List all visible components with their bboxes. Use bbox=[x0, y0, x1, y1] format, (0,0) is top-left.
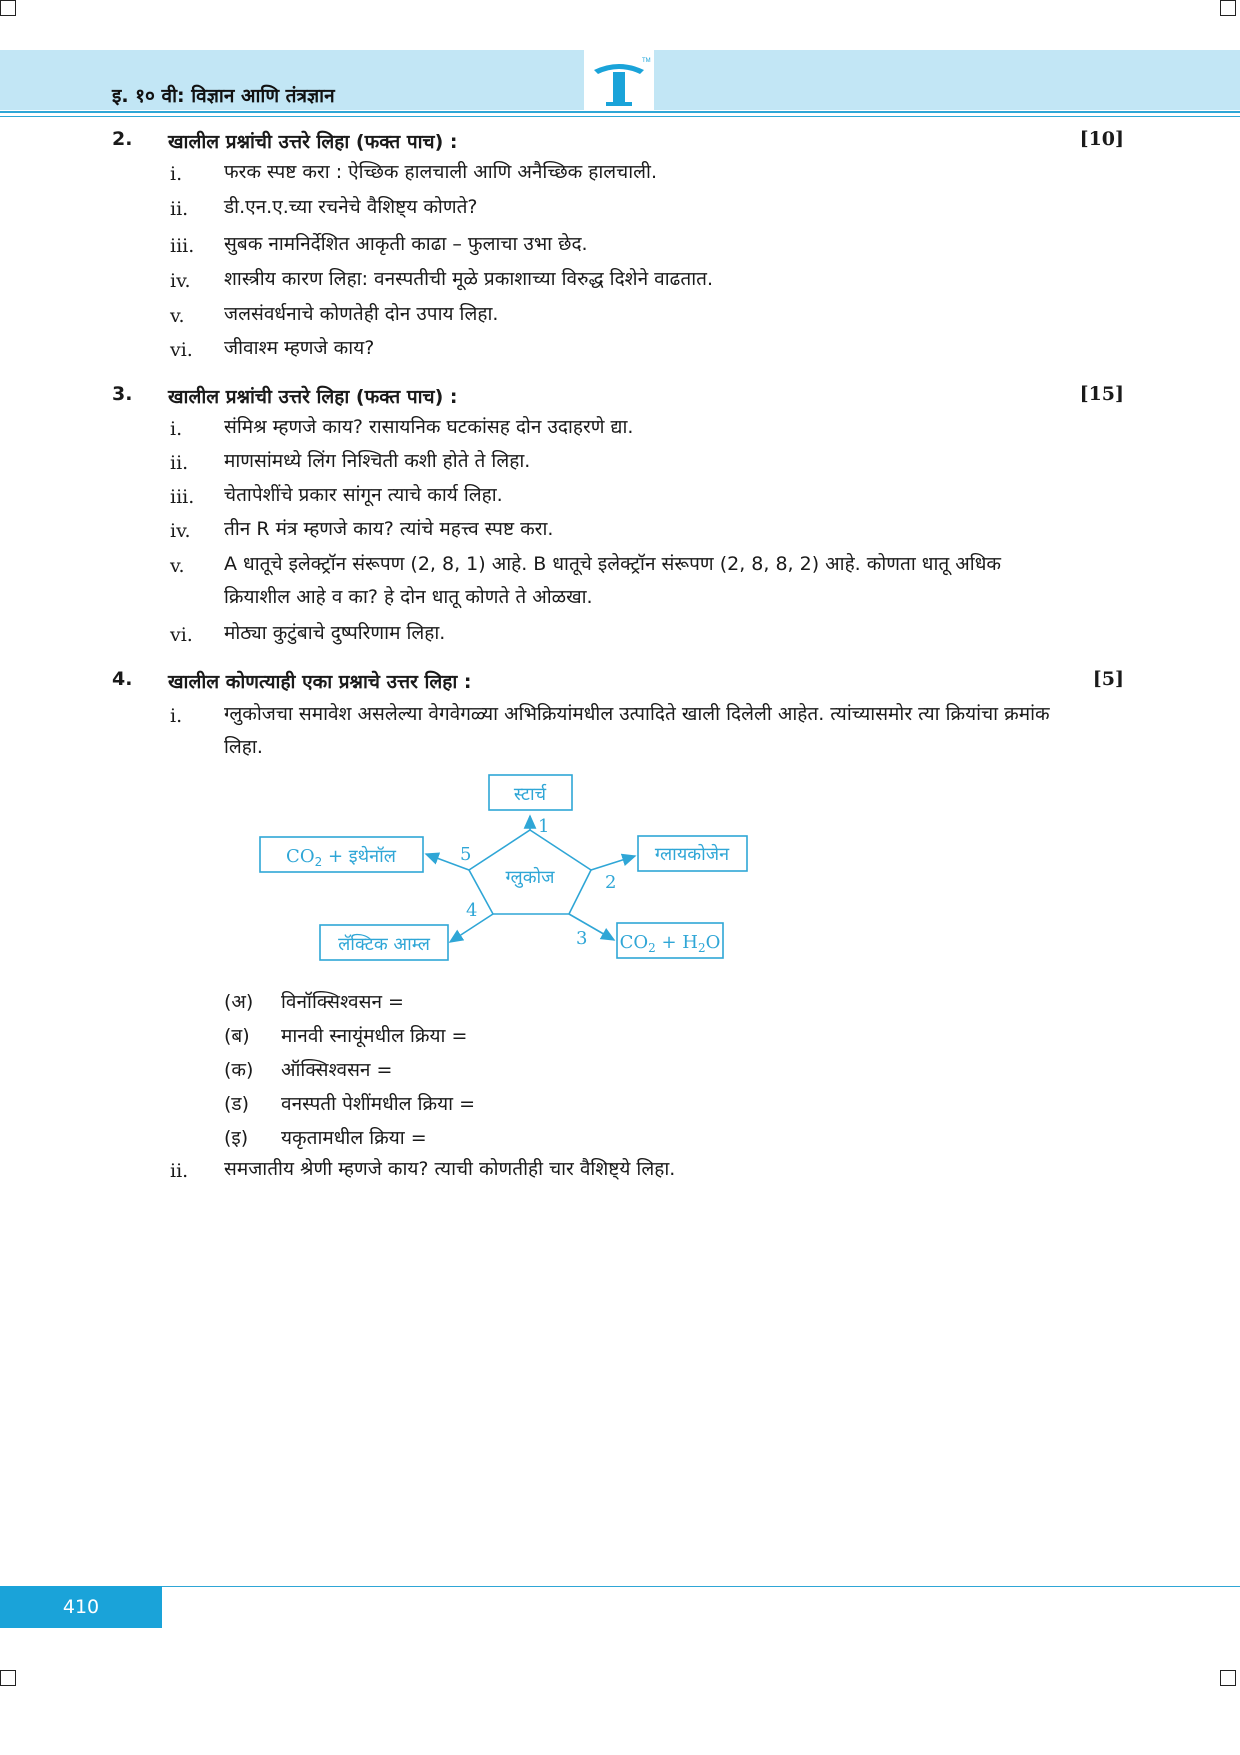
item-roman: i. bbox=[170, 705, 183, 727]
question-item: फरक स्पष्ट करा : ऐच्छिक हालचाली आणि अनैच्छिक हालचाली. bbox=[224, 161, 657, 183]
item-roman: v. bbox=[170, 305, 185, 327]
item-roman: v. bbox=[170, 555, 185, 577]
crop-mark-bottom-right bbox=[1220, 1670, 1236, 1686]
question-item: A धातूचे इलेक्ट्रॉन संरूपण (2, 8, 1) आहे. B धातूचे इलेक्ट्रॉन संरूपण (2, 8, 8, 2) आहे. कोणता धातू अधिक क्रियाशील आहे व का? हे दोन धातू कोणते ते ओळखा. bbox=[224, 553, 1001, 608]
question-item: ग्लुकोजचा समावेश असलेल्या वेगवेगळ्या अभिक्रियांमधील उत्पादिते खाली दिलेली आहेत. त्यांच्यासमोर त्या क्रियांचा क्रमांक लिहा. bbox=[224, 703, 1050, 758]
sub-item-letter: (ड) bbox=[224, 1093, 249, 1115]
question-marks: [15] bbox=[1079, 383, 1124, 405]
sub-item-letter: (ब) bbox=[224, 1025, 250, 1047]
header-title: इ. १० वी: विज्ञान आणि तंत्रज्ञान bbox=[112, 85, 335, 107]
question-item: तीन R मंत्र म्हणजे काय? त्यांचे महत्त्व स्पष्ट करा. bbox=[224, 518, 554, 540]
question-item: जलसंवर्धनाचे कोणतेही दोन उपाय लिहा. bbox=[224, 303, 499, 325]
logo-trademark: TM bbox=[642, 58, 651, 64]
starch-label: स्टार्च bbox=[513, 784, 547, 805]
header-rule bbox=[0, 111, 1240, 113]
item-roman: ii. bbox=[170, 452, 189, 474]
question-heading: खालील प्रश्नांची उत्तरे लिहा (फक्त पाच) : bbox=[168, 131, 458, 153]
item-roman: iv. bbox=[170, 520, 191, 542]
question-item: जीवाश्म म्हणजे काय? bbox=[224, 337, 375, 359]
footer-rule bbox=[0, 1586, 1240, 1587]
glycogen-label: ग्लायकोजेन bbox=[654, 844, 730, 865]
item-roman: iii. bbox=[170, 235, 195, 257]
item-roman: vi. bbox=[170, 339, 193, 361]
sub-item-text: मानवी स्नायूंमधील क्रिया = bbox=[281, 1025, 468, 1047]
question-number: 2. bbox=[112, 128, 133, 150]
question-heading: खालील प्रश्नांची उत्तरे लिहा (फक्त पाच) : bbox=[168, 386, 458, 408]
question-marks: [10] bbox=[1079, 128, 1124, 150]
item-roman: i. bbox=[170, 163, 183, 185]
question-item: डी.एन.ए.च्या रचनेचे वैशिष्ट्य कोणते? bbox=[224, 196, 478, 218]
question-item: सुबक नामनिर्देशित आकृती काढा – फुलाचा उभा छेद. bbox=[224, 233, 588, 255]
question-item: शास्त्रीय कारण लिहा: वनस्पतीची मूळे प्रकाशाच्या विरुद्ध दिशेने वाढतात. bbox=[224, 268, 713, 290]
question-item: समजातीय श्रेणी म्हणजे काय? त्याची कोणतीही चार वैशिष्ट्ये लिहा. bbox=[224, 1158, 676, 1180]
step-number-4: 4 bbox=[466, 900, 478, 921]
sub-item-letter: (अ) bbox=[224, 991, 254, 1013]
sub-item-letter: (इ) bbox=[224, 1127, 249, 1149]
question-number: 3. bbox=[112, 383, 133, 405]
question-item: संमिश्र म्हणजे काय? रासायनिक घटकांसह दोन उदाहरणे द्या. bbox=[224, 416, 634, 438]
step-number-3: 3 bbox=[576, 928, 588, 949]
sub-item-text: यकृतामधील क्रिया = bbox=[281, 1127, 427, 1149]
glucose-label: ग्लुकोज bbox=[505, 867, 555, 888]
sub-item-text: ऑक्सिश्वसन = bbox=[281, 1059, 393, 1081]
item-roman: i. bbox=[170, 418, 183, 440]
question-number: 4. bbox=[112, 668, 133, 690]
co2-ethanol-label: $CO_2$ + इथेनॉल bbox=[286, 846, 396, 869]
crop-mark-bottom-left bbox=[0, 1670, 16, 1686]
co2-h2o-label: $CO_2 + H_2O$ bbox=[619, 932, 721, 955]
item-roman: ii. bbox=[170, 1160, 189, 1182]
glucose-reaction-diagram bbox=[250, 770, 770, 970]
step-number-2: 2 bbox=[605, 872, 617, 893]
question-item: माणसांमध्ये लिंग निश्चिती कशी होते ते लिहा. bbox=[224, 450, 531, 472]
sub-item-text: विनॉक्सिश्वसन = bbox=[281, 991, 404, 1013]
header-rule-thin bbox=[0, 116, 1240, 117]
item-roman: vi. bbox=[170, 624, 193, 646]
question-item: चेतापेशींचे प्रकार सांगून त्याचे कार्य लिहा. bbox=[224, 484, 503, 506]
crop-mark-top-left bbox=[0, 0, 16, 16]
page-number: 410 bbox=[0, 1586, 162, 1628]
lactic-acid-label: लॅक्टिक आम्ल bbox=[338, 934, 430, 955]
item-roman: ii. bbox=[170, 198, 189, 220]
item-roman: iii. bbox=[170, 486, 195, 508]
pillar-logo-icon bbox=[584, 50, 654, 112]
crop-mark-top-right bbox=[1220, 0, 1236, 16]
question-marks: [5] bbox=[1092, 668, 1124, 690]
step-number-5: 5 bbox=[460, 844, 472, 865]
question-item: मोठ्या कुटुंबाचे दुष्परिणाम लिहा. bbox=[224, 622, 446, 644]
item-roman: iv. bbox=[170, 270, 191, 292]
step-number-1: 1 bbox=[538, 816, 550, 837]
arrow-2 bbox=[591, 856, 635, 870]
sub-item-text: वनस्पती पेशींमधील क्रिया = bbox=[281, 1093, 476, 1115]
sub-item-letter: (क) bbox=[224, 1059, 254, 1081]
publisher-logo bbox=[584, 50, 654, 112]
question-heading: खालील कोणत्याही एका प्रश्नाचे उत्तर लिहा : bbox=[168, 671, 472, 693]
